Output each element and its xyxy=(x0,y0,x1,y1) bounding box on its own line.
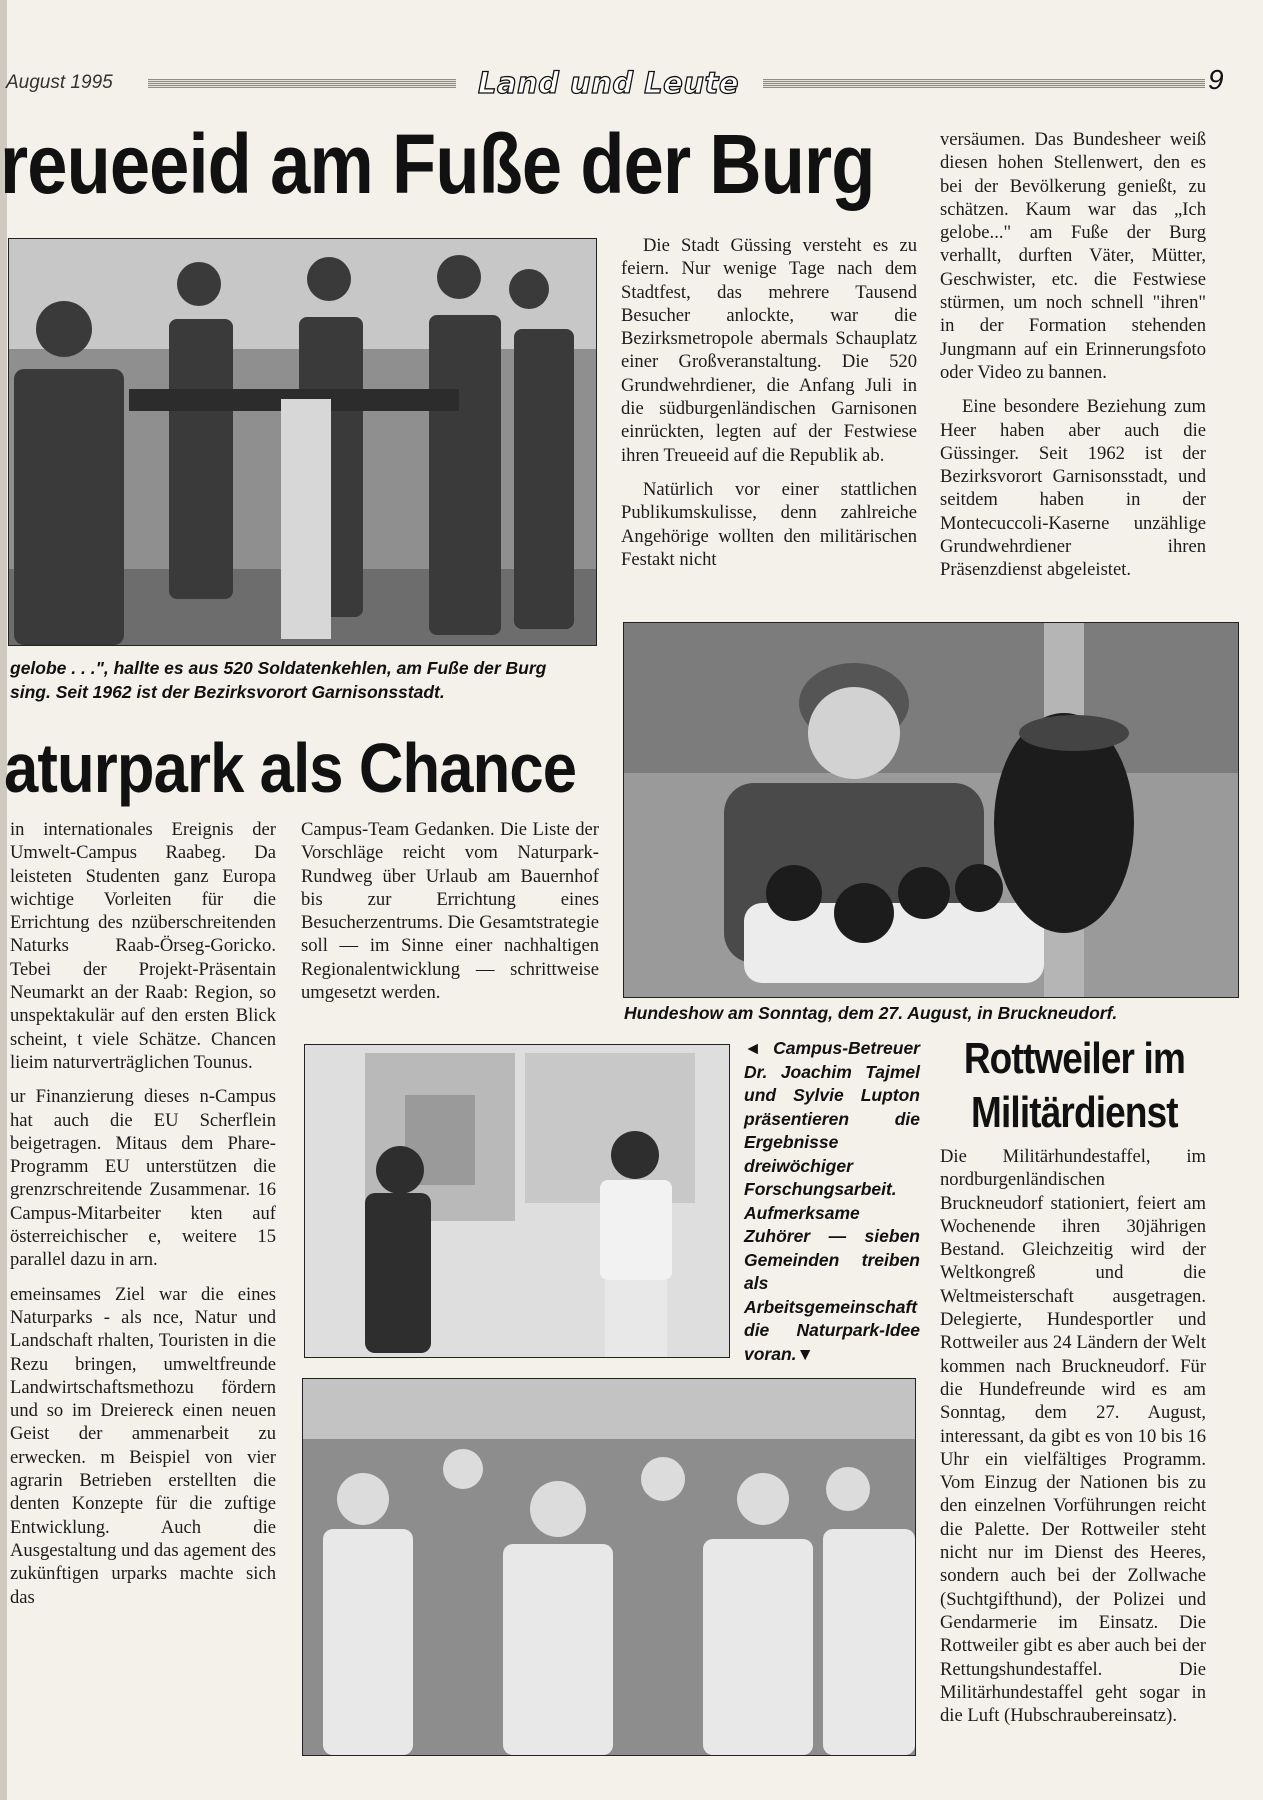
photo-campus-presentation-image xyxy=(305,1045,729,1357)
section-title: Land und Leute xyxy=(477,66,740,100)
masthead-rule-left xyxy=(148,79,456,88)
caption-line: sing. Seit 1962 ist der Bezirksvorort Garnisonsstadt. xyxy=(10,682,445,702)
photo-oath-ceremony-image xyxy=(9,239,596,645)
photo-audience-image xyxy=(303,1379,915,1755)
photo-rottweiler-image xyxy=(624,623,1238,997)
photo-rottweiler xyxy=(623,622,1239,998)
article2-paragraph: Campus-Team Gedanken. Die Liste der Vorschläge reicht vom Naturpark-Rundweg über Urlaub am Bauernhof bis zur Errichtung eines Besucherzentrums. Die Gesamtstrategie soll — im Sinne einer nachhaltigen Regionalentwicklung — schrittweise umgesetzt werden. xyxy=(301,819,599,1004)
article1-column-1 xyxy=(621,234,917,571)
article1-column-2 xyxy=(940,128,1206,582)
campus-photo-caption: ◄ Campus-Betreuer Dr. Joachim Tajmel und Sylvie Lupton präsentieren die Ergebnisse dreiwöchiger Forschungsarbeit. Aufmerksame Zuhörer — sieben Gemeinden treiben als Arbeitsgemeinschaft die Naturpark-Idee voran.▼ xyxy=(744,1038,920,1364)
headline-treueeid: reueeid am Fuße der Burg xyxy=(0,117,875,211)
photo-campus-presentation xyxy=(304,1044,730,1358)
headline-rottweiler xyxy=(940,1032,1209,1140)
headline-line: Rottweiler im xyxy=(963,1034,1185,1083)
article2-column-right xyxy=(301,818,599,1004)
article2-paragraph: ur Finanzierung dieses n-Campus hat auch die EU Scherflein beigetragen. Mitaus dem Phare-Programm EU unterstützen die grenzrschreitende Zusammenar. 16 Campus-Mitarbeiter kten auf österreichischer e, weitere 15 parallel dazu in arn. xyxy=(10,1086,276,1271)
page-number: 9 xyxy=(1208,64,1224,95)
photo-audience xyxy=(302,1378,916,1756)
issue-date: August 1995 xyxy=(6,72,113,93)
headline-line: Militärdienst xyxy=(971,1088,1178,1137)
article2-column-left xyxy=(10,818,276,1609)
photo-oath-ceremony xyxy=(8,238,597,646)
page-edge xyxy=(0,0,7,1800)
article1-paragraph: Natürlich vor einer stattlichen Publikumskulisse, denn zahlreiche Angehörige wollten den militärischen Festakt nicht xyxy=(621,478,917,570)
masthead-rule-right xyxy=(763,79,1205,88)
headline-naturpark: aturpark als Chance xyxy=(4,729,577,807)
article1-paragraph: Eine besondere Beziehung zum Heer haben aber auch die Güssinger. Seit 1962 ist der Bezirksvorort Garnisonsstadt, und seitdem haben in der Montecuccoli-Kaserne unzählige Grundwehrdiener ihren Präsenzdienst abgeleistet. xyxy=(940,396,1206,581)
caption-line: gelobe . . .", hallte es aus 520 Soldatenkehlen, am Fuße der Burg xyxy=(10,658,547,678)
article3-paragraph: Die Militärhundestaffel, im nordburgenländischen Bruckneudorf stationiert, feiert am Wochenende ihren 30jährigen Bestand. Gleichzeitig wird der Weltkongreß und die Weltmeisterschaft ausgetragen. Delegierte, Hundesportler und Rottweiler aus 24 Ländern der Welt kommen nach Bruckneudorf. Für die Hundefreunde wird es am Sonntag, dem 27. August, interessant, da gibt es von 10 bis 16 Uhr ein vielfältiges Programm. Vom Einzug der Nationen bis zu den einzelnen Vorführungen reicht die Palette. Der Rottweiler steht nicht nur im Dienst des Heeres, sondern auch bei der Zollwache (Suchtgifthund), der Polizei und Gendarmerie im Einsatz. Die Rottweiler gibt es aber auch bei der Rettungshundestaffel. Die Militärhundestaffel geht sogar in die Luft (Hubschraubereinsatz). xyxy=(940,1146,1206,1727)
article1-paragraph: Die Stadt Güssing versteht es zu feiern. Nur wenige Tage nach dem Stadtfest, das mehrere Tausend Besucher anlockte, war die Bezirksmetropole abermals Schauplatz einer Großveranstaltung. Die 520 Grundwehrdiener, die Anfang Juli in die südburgenländischen Garnisonen einrückten, legten auf der Festwiese ihren Treueeid auf die Republik ab. xyxy=(621,235,917,466)
oath-photo-caption xyxy=(10,656,600,704)
rottweiler-photo-caption: Hundeshow am Sonntag, dem 27. August, in Bruckneudorf. xyxy=(624,1003,1118,1023)
article2-paragraph: in internationales Ereignis der Umwelt-Campus Raabeg. Da leisteten Studenten ganz Europa wichtige Vorleiten für die Errichtung des nzüberschreitenden Naturks Raab-Örseg-Goricko. Tebei der Projekt-Präsentain Neumarkt an der Raab: Region, so unspektakulär auf den ersten Blick scheint, t viele Schätze. Chancen lieim naturverträglichen Tounus. xyxy=(10,819,276,1073)
article3-column xyxy=(940,1145,1206,1727)
article1-paragraph: versäumen. Das Bundesheer weiß diesen hohen Stellenwert, den es bei der Bevölkerung genießt, zu schätzen. Kaum war das „Ich gelobe..." am Fuße der Burg verhallt, durften Väter, Mütter, Geschwister, etc. die Festwiese stürmen, um noch schnell "ihren" in der Formation stehenden Jungmann auf ein Erinnerungsfoto oder Video zu bannen. xyxy=(940,129,1206,383)
article2-paragraph: emeinsames Ziel war die eines Naturparks - als nce, Natur und Landschaft rhalten, Touristen in die Rezu bringen, umweltfreunde Landwirtschaftsmethozu fördern und so im Dreiereck einen neuen Geist der ammenarbeit zu erwecken. m Beispiel von vier agrarin Betrieben erstellten die denten Konzepte für die zuftige Entwicklung. Auch die Ausgestaltung und das agement des zukünftigen urparks machte sich das xyxy=(10,1283,276,1608)
